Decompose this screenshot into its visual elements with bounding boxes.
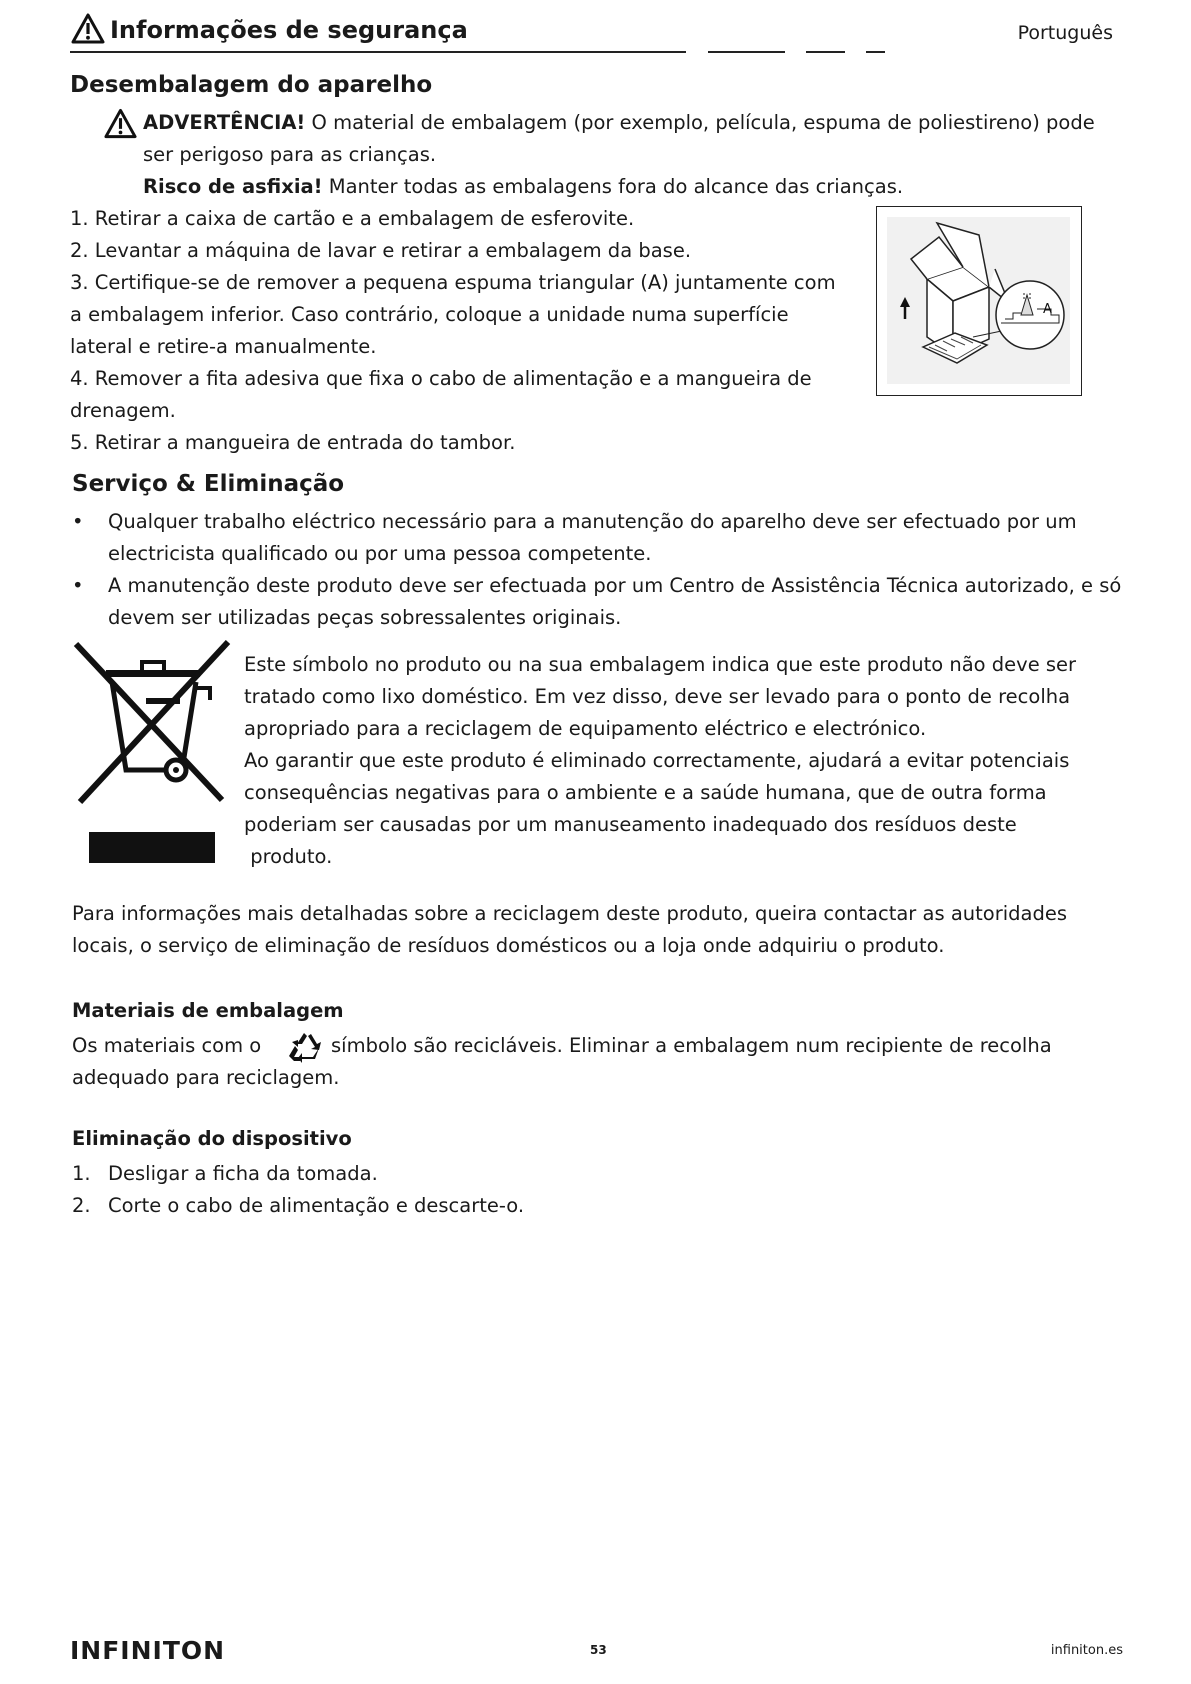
list-item — [72, 570, 1132, 634]
service-bullets — [72, 506, 1132, 634]
list-item: drenagem. — [70, 399, 176, 422]
weee-line: Ao garantir que este produto é eliminado correctamente, ajudará a evitar potenciais — [244, 749, 1070, 772]
weee-line: apropriado para a reciclagem de equipamento eléctrico e electrónico. — [244, 717, 927, 740]
step-number: 1. — [72, 1162, 91, 1185]
list-item — [72, 1158, 524, 1190]
website-label: infiniton.es — [1050, 1643, 1123, 1658]
step-text: Corte o cabo de alimentação e descarte-o. — [108, 1194, 525, 1217]
risk-label: Risco de asfixia! — [143, 175, 323, 198]
packaging-text-before: Os materiais com o — [72, 1034, 262, 1057]
weee-line: produto. — [244, 845, 333, 868]
header-rule — [708, 51, 785, 53]
unpacking-heading: Desembalagem do aparelho — [70, 72, 433, 98]
warning-text: O material de embalagem (por exemplo, película, espuma de poliestireno) pode — [305, 111, 1095, 134]
list-item — [72, 506, 1132, 570]
list-item — [72, 1190, 524, 1222]
list-item: 4. Remover a fita adesiva que fixa o cabo de alimentação e a mangueira de — [70, 367, 812, 390]
bullet-symbol: • — [72, 510, 84, 533]
page-section-title: Informações de segurança — [110, 16, 468, 44]
weee-line: Este símbolo no produto ou na sua embalagem indica que este produto não deve ser — [244, 653, 1077, 676]
disposal-heading: Eliminação do dispositivo — [72, 1127, 352, 1150]
recycle-icon — [286, 1030, 322, 1064]
bullet-text: Qualquer trabalho eléctrico necessário para a manutenção do aparelho deve ser efectuado por um electricista qualificado ou por uma pessoa competente. — [108, 510, 1077, 565]
weee-line: tratado como lixo doméstico. Em vez disso, deve ser levado para o ponto de recolha — [244, 685, 1071, 708]
list-item: 2. Levantar a máquina de lavar e retirar a embalagem da base. — [70, 239, 692, 262]
header-rule — [806, 51, 845, 53]
unpacking-steps — [70, 203, 836, 459]
warning-icon — [103, 107, 138, 141]
header-rule — [70, 51, 686, 53]
warning-line-2: ser perigoso para as crianças. — [143, 143, 437, 166]
list-item: 3. Certifique-se de remover a pequena espuma triangular (A) juntamente com — [70, 271, 836, 294]
packaging-line-2: adequado para reciclagem. — [72, 1066, 340, 1089]
weee-text — [244, 649, 1076, 873]
warning-line-1 — [143, 107, 1095, 139]
step-text: Desligar a ficha da tomada. — [108, 1162, 378, 1185]
service-heading: Serviço & Eliminação — [72, 471, 345, 497]
risk-line — [143, 171, 903, 203]
packaging-heading: Materiais de embalagem — [72, 999, 344, 1022]
recycling-info-line-1: Para informações mais detalhadas sobre a reciclagem deste produto, queira contactar as autoridades — [72, 902, 1068, 925]
weee-line: consequências negativas para o ambiente e a saúde humana, que de outra forma — [244, 781, 1047, 804]
brand-logo: INFINITON — [70, 1636, 226, 1665]
page-number: 53 — [590, 1643, 607, 1657]
header-rule — [866, 51, 885, 53]
list-item: a embalagem inferior. Caso contrário, coloque a unidade numa superfície — [70, 303, 789, 326]
step-number: 2. — [72, 1194, 91, 1217]
unpacking-illustration — [876, 206, 1082, 396]
bullet-symbol: • — [72, 574, 84, 597]
recycling-info-line-2: locais, o serviço de eliminação de resíduos domésticos ou a loja onde adquiriu o produto. — [72, 934, 945, 957]
language-label: Português — [1017, 22, 1113, 44]
warning-label: ADVERTÊNCIA! — [143, 111, 306, 134]
warning-icon — [70, 12, 106, 46]
weee-crossed-bin-icon — [72, 640, 232, 872]
disposal-steps — [72, 1158, 524, 1222]
figure-label: A — [1043, 302, 1052, 317]
bullet-text: A manutenção deste produto deve ser efectuada por um Centro de Assistência Técnica autorizado, e só devem ser utilizadas peças sobressalentes originais. — [108, 574, 1122, 629]
weee-line: poderiam ser causadas por um manuseamento inadequado dos resíduos deste — [244, 813, 1017, 836]
packaging-text-after: símbolo são recicláveis. Eliminar a embalagem num recipiente de recolha — [331, 1034, 1052, 1057]
risk-text: Manter todas as embalagens fora do alcance das crianças. — [322, 175, 904, 198]
list-item: lateral e retire-a manualmente. — [70, 335, 377, 358]
list-item: 5. Retirar a mangueira de entrada do tambor. — [70, 431, 516, 454]
list-item: 1. Retirar a caixa de cartão e a embalagem de esferovite. — [70, 207, 635, 230]
box-lift-illustration — [877, 207, 1080, 394]
